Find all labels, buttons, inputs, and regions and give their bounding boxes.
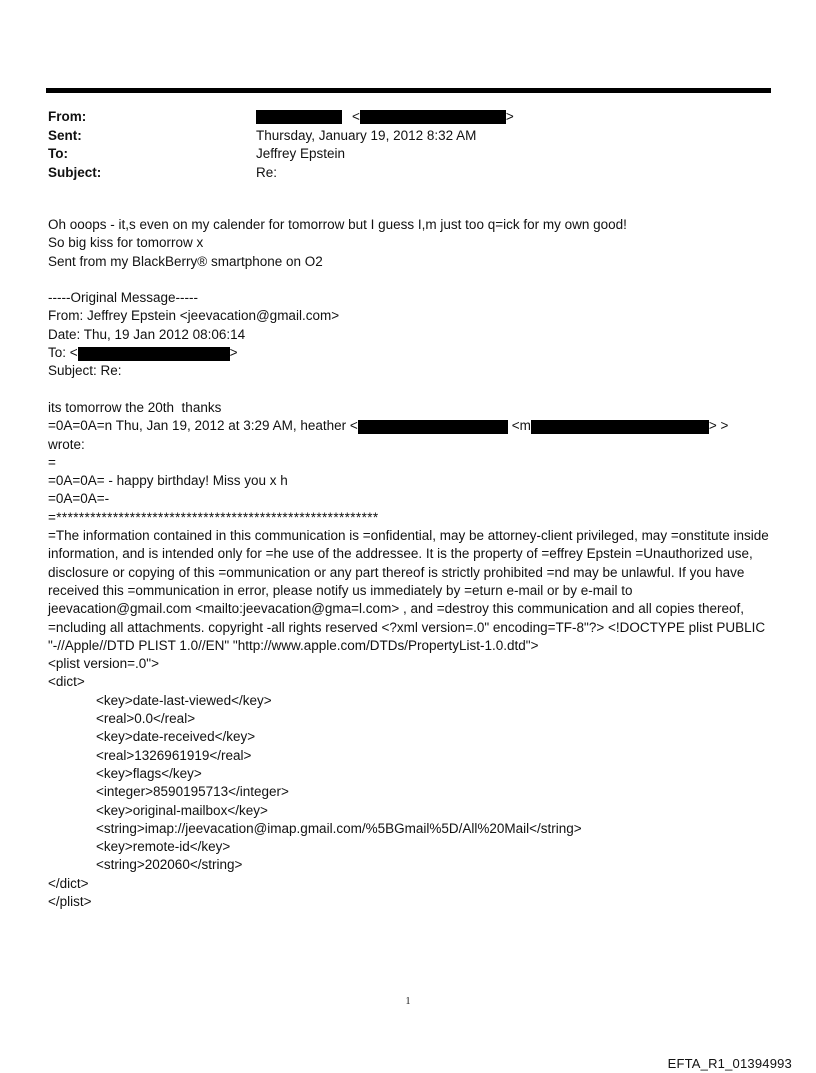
redacted-heather-name (358, 420, 508, 434)
redacted-sender-email (360, 110, 506, 124)
header-rule (46, 88, 771, 93)
plist-item: <key>original-mailbox</key> (96, 802, 268, 818)
plist-item: <integer>8590195713</integer> (96, 784, 289, 800)
email-body (48, 216, 778, 911)
subject-label: Subject: (48, 164, 102, 180)
email-header (48, 108, 768, 182)
plist-items (48, 692, 778, 875)
to-row (48, 145, 768, 164)
document-id: EFTA_R1_01394993 (667, 1056, 792, 1071)
to-value: Jeffrey Epstein (256, 146, 346, 161)
plist-close: </plist> (48, 893, 92, 909)
plist-open: <plist version=.0"> (48, 656, 159, 672)
original-message-marker: -----Original Message----- (48, 290, 199, 306)
subject-row (48, 164, 768, 183)
from-open-bracket: < (352, 109, 360, 124)
plist-item: <string>imap://jeevacation@imap.gmail.com/%5BGmail%5D/All%20Mail</string> (96, 820, 582, 836)
sent-value: Thursday, January 19, 2012 8:32 AM (256, 127, 477, 143)
quoted-line: =0A=0A= - happy birthday! Miss you x h (48, 473, 288, 489)
plist-item: <key>date-received</key> (96, 729, 256, 745)
plist-item: <key>flags</key> (96, 765, 202, 781)
quoted-line: =0A=0A=- (48, 491, 110, 507)
plist-item: <string>202060</string> (96, 857, 243, 873)
plist-item: <real>1326961919</real> (96, 747, 252, 763)
signature-line: Sent from my BlackBerry® smartphone on O2 (48, 253, 323, 269)
disclaimer-paragraph: =The information contained in this communication is =onfidential, may be attorney-client privileged, may =onstitute inside information, and is intended only for =he use of the addressee. It is the property of =effrey Epstein =Unauthorized use, disclosure or copying of this =ommunication or any part thereof is strictly prohibited =nd may be unlawful. If you have received this =ommunication in error, please notify us immediately by =eturn e-mail or by e-mail to jeevacation@gmail.com <mailto:jeevacation@gma=l.com> , and =destroy this communication and all copies thereof, =ncluding all attachments. copyright -all rights reserved <?xml version=.0" encoding=TF-8"?> <!DOCTYPE plist PUBLIC "-//Apple//DTD PLIST 1.0//EN" "http://www.apple.com/DTDs/PropertyList-1.0.dtd"> (48, 528, 769, 653)
from-close-bracket: > (505, 109, 514, 124)
dict-open: <dict> (48, 674, 85, 690)
original-to: To: < > (48, 345, 238, 361)
redacted-sender-name (256, 110, 342, 124)
original-from: From: Jeffrey Epstein <jeevacation@gmail.com> (48, 308, 340, 324)
plist-item: <real>0.0</real> (96, 711, 196, 727)
page-number: 1 (405, 996, 411, 1007)
dict-close: </dict> (48, 875, 89, 891)
from-label: From: (48, 109, 87, 124)
original-date: Date: Thu, 19 Jan 2012 08:06:14 (48, 326, 246, 342)
quoted-line: = (48, 454, 56, 470)
quoted-line: its tomorrow the 20th thanks (48, 399, 222, 415)
separator-stars: =********************************************************* (48, 509, 379, 525)
reply-line: So big kiss for tomorrow x (48, 235, 204, 251)
original-subject: Subject: Re: (48, 363, 122, 379)
quoted-line: wrote: (48, 436, 85, 452)
plist-item: <key>remote-id</key> (96, 839, 231, 855)
from-row (48, 108, 768, 127)
sent-label: Sent: (48, 127, 82, 143)
to-label: To: (48, 146, 68, 161)
plist-item: <key>date-last-viewed</key> (96, 692, 272, 708)
quoted-line: =0A=0A=n Thu, Jan 19, 2012 at 3:29 AM, heather < <m > > (48, 418, 729, 434)
sent-row (48, 127, 768, 146)
redacted-heather-email (531, 420, 709, 434)
subject-value: Re: (256, 164, 278, 180)
reply-line: Oh ooops - it,s even on my calender for tomorrow but I guess I,m just too q=ick for my own good! (48, 217, 627, 232)
redacted-recipient (78, 347, 230, 361)
